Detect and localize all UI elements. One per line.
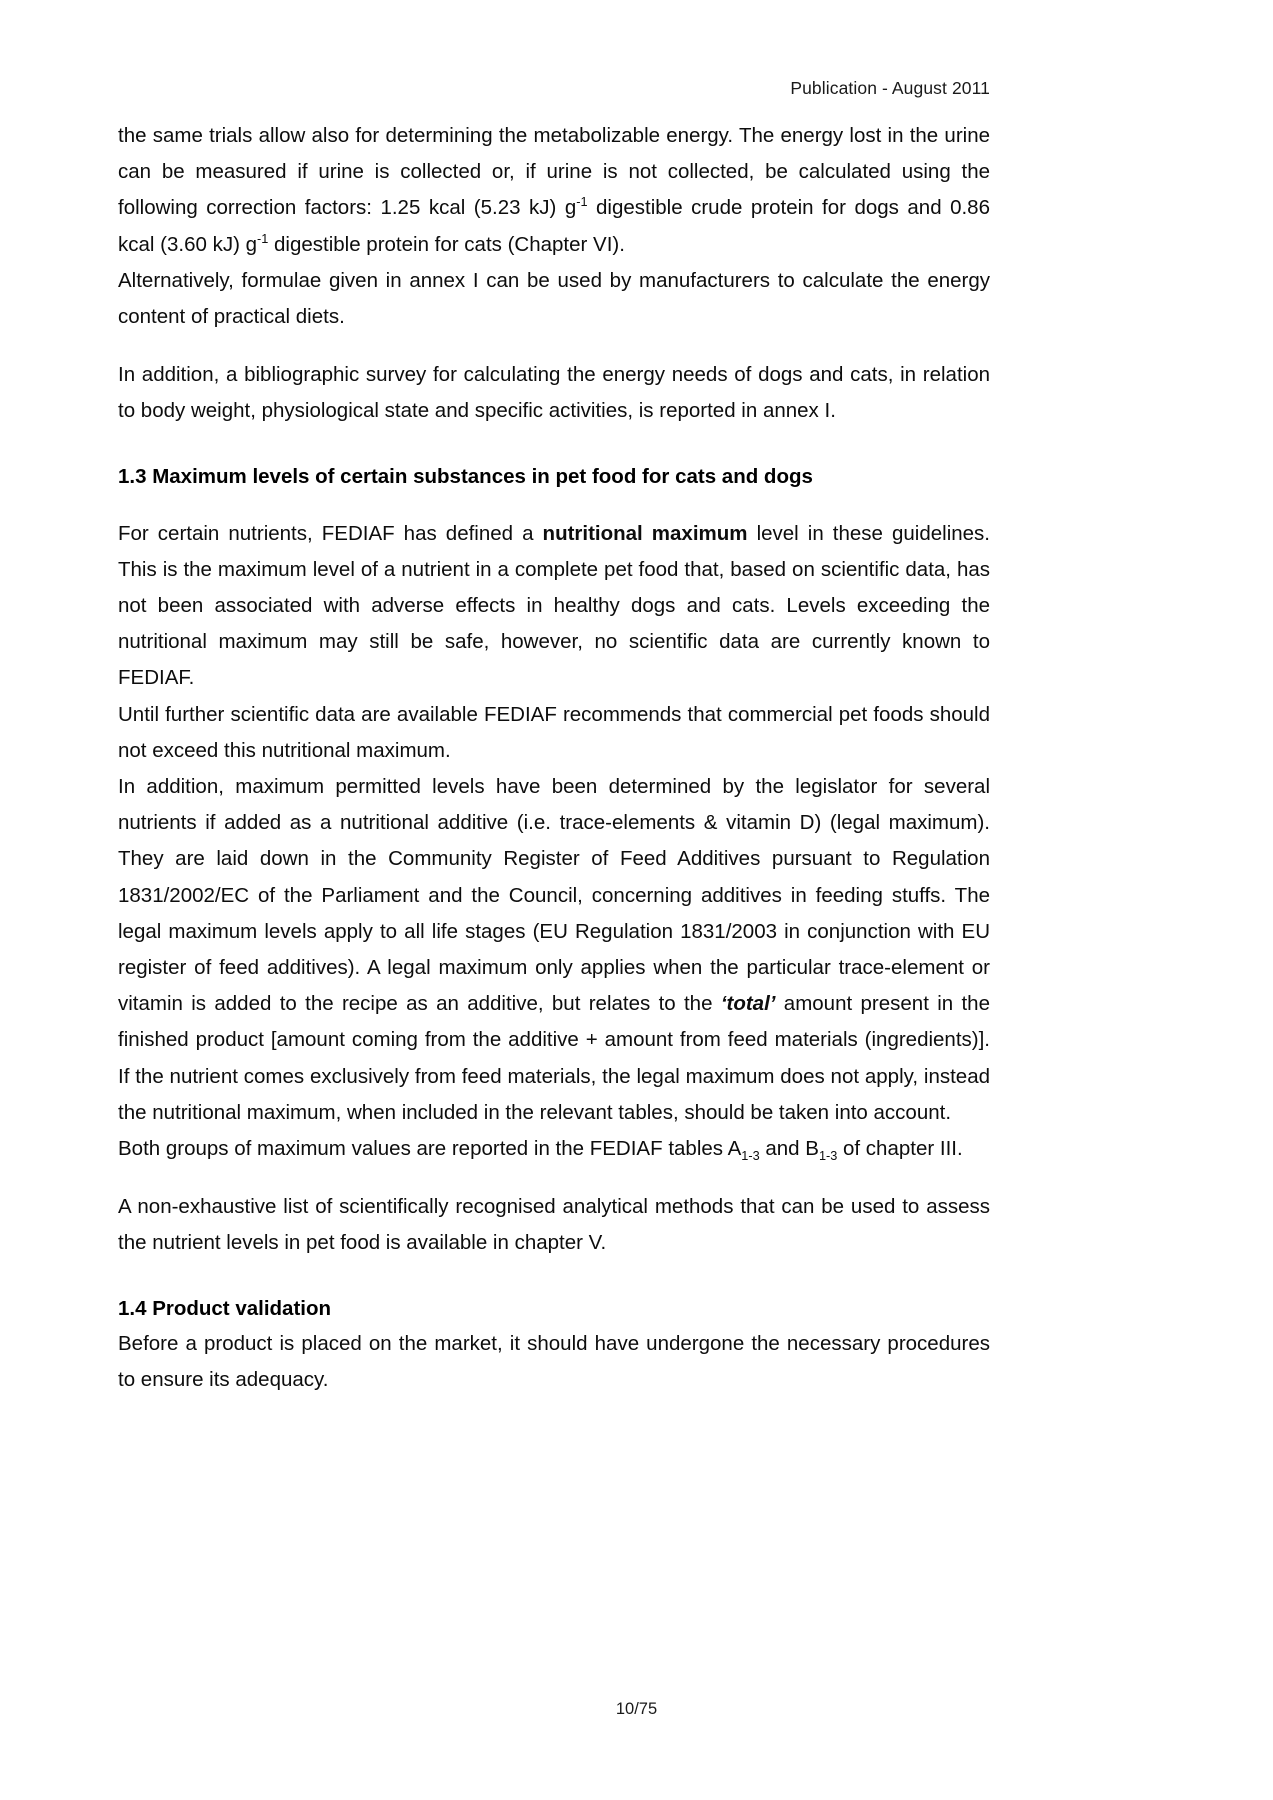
spacer (118, 494, 990, 516)
document-body (118, 118, 990, 1398)
paragraph-text: level in these guidelines. This is the maximum level of a nutrient in a complete pet food that, based on scientific data, has not been associated with adverse effects in healthy dogs and cats. Levels exceeding the nutritional maximum may still be safe, however, no scientific data are currently known to FEDIAF. (118, 521, 990, 690)
page-header: Publication - August 2011 (790, 78, 990, 98)
paragraph-analytical-methods: A non-exhaustive list of scientifically recognised analytical methods that can be used to assess the nutrient levels in pet food is available in chapter V. (118, 1195, 990, 1255)
paragraph-text: digestible crude protein for dogs and 0.86 kcal (3.60 kJ) g (118, 196, 990, 256)
paragraph-fediaf-tables (118, 1131, 990, 1167)
heading-1-4: 1.4 Product validation (118, 1296, 332, 1320)
paragraph-energy-correction-factors (118, 118, 990, 263)
paragraph-text: and B (759, 1137, 819, 1161)
heading-1-3: 1.3 Maximum levels of certain substances in pet food for cats and dogs (118, 464, 813, 488)
paragraph-text: digestible protein for cats (Chapter VI). (268, 232, 625, 256)
spacer (118, 1262, 990, 1292)
paragraph-text: of chapter III. (837, 1137, 963, 1161)
paragraph-product-validation: Before a product is placed on the market, it should have undergone the necessary procedures to ensure its adequacy. (118, 1331, 990, 1391)
page-footer: 10/75 (615, 1700, 658, 1718)
paragraph-text: the same trials allow also for determining the metabolizable energy. The energy lost in the urine can be measured if urine is collected or, if urine is not collected, be calculated using the following correction factors: 1.25 kcal (5.23 kJ) g (118, 124, 990, 220)
spacer (118, 430, 990, 460)
paragraph-until-further-data: Until further scientific data are available FEDIAF recommends that commercial pet foods should not exceed this nutritional maximum. (118, 702, 990, 762)
spacer (118, 1167, 990, 1189)
paragraph-text: Both groups of maximum values are reported in the FEDIAF tables A (118, 1137, 742, 1161)
paragraph-text: For certain nutrients, FEDIAF has defined a (118, 521, 543, 545)
subscript-table-a-range: 1-3 (741, 1148, 760, 1164)
spacer (118, 335, 990, 357)
paragraph-nutritional-maximum (118, 516, 990, 697)
superscript-minus-one: -1 (257, 230, 269, 246)
subscript-table-b-range: 1-3 (818, 1148, 838, 1164)
emphasis-nutritional-maximum: nutritional maximum (542, 521, 748, 545)
superscript-minus-one: -1 (576, 194, 588, 210)
paragraph-text: In addition, maximum permitted levels have been determined by the legislator for several nutrients if added as a nutritional additive (i.e. trace-elements & vitamin D) (legal maximum). They are laid down in the Community Register of Feed Additives pursuant to Regulation 1831/2002/EC of the Parliament and the Council, concerning additives in feeding stuffs. The legal maximum levels apply to all life stages (EU Regulation 1831/2003 in conjunction with EU register of feed additives). A legal maximum only applies when the particular trace-element or vitamin is added to the recipe as an additive, but relates to the (118, 775, 990, 1016)
paragraph-legal-maximum (118, 769, 990, 1131)
paragraph-text: amount present in the finished product [amount coming from the additive + amount from feed materials (ingredients)]. If the nutrient comes exclusively from feed materials, the legal maximum does not apply, instead the nutritional maximum, when included in the relevant tables, should be taken into account. (118, 992, 990, 1124)
paragraph-annex-formulae: Alternatively, formulae given in annex I can be used by manufacturers to calculate the energy content of practical diets. (118, 268, 990, 329)
emphasis-total: ‘total’ (720, 992, 776, 1016)
paragraph-bibliographic-survey: In addition, a bibliographic survey for calculating the energy needs of dogs and cats, in relation to body weight, physiological state and specific activities, is reported in annex I. (118, 363, 990, 423)
